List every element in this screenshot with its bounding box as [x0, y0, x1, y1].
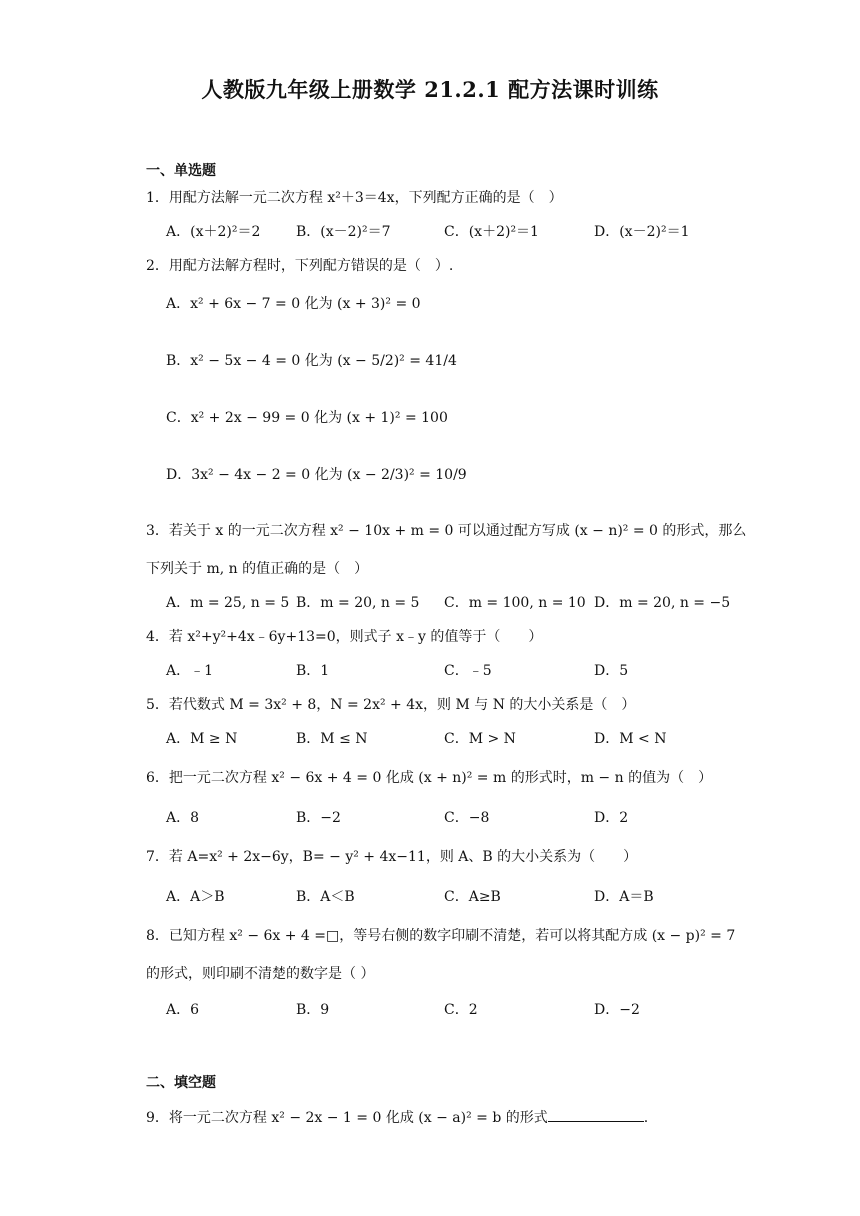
question-2-option-c: C．x² + 2x − 99 = 0 化为 (x + 1)² = 100	[166, 410, 448, 426]
question-9-line	[146, 1107, 648, 1127]
question-7-option-d: D．A＝B	[594, 889, 654, 905]
question-1-option-d: D．(x－2)²＝1	[594, 224, 690, 240]
question-2-option-a: A．x² + 6x − 7 = 0 化为 (x + 3)² = 0	[166, 296, 421, 312]
question-6-stem: 6．把一元二次方程 x² − 6x + 4 = 0 化成 (x + n)² = m 的形式时，m − n 的值为（ ）	[146, 770, 713, 786]
question-1-option-c: C．(x＋2)²＝1	[444, 224, 539, 240]
question-6-option-b: B．−2	[296, 810, 341, 826]
question-1-option-b: B．(x－2)²＝7	[296, 224, 391, 240]
question-4-stem: 4．若 x²+y²+4x﹣6y+13=0，则式子 x﹣y 的值等于（ ）	[146, 629, 543, 645]
question-7-stem: 7．若 A=x² + 2x−6y，B= − y² + 4x−11，则 A、B 的大小关系为（ ）	[146, 849, 638, 865]
question-8-option-a: A．6	[166, 1002, 200, 1018]
question-7-option-a: A．A＞B	[166, 889, 225, 905]
question-3-stem-line-2: 下列关于 m, n 的值正确的是（ ）	[146, 561, 369, 577]
question-8-option-d: D．−2	[594, 1002, 640, 1018]
question-1-option-a: A．(x＋2)²＝2	[166, 224, 261, 240]
question-3-stem-line-1: 3．若关于 x 的一元二次方程 x² − 10x + m = 0 可以通过配方写成 (x − n)² = 0 的形式，那么	[146, 523, 747, 539]
question-4-option-b: B．1	[296, 663, 330, 679]
question-4-option-a: A．﹣1	[166, 663, 214, 679]
question-7-option-b: B．A＜B	[296, 889, 355, 905]
question-3-option-b: B．m = 20, n = 5	[296, 595, 420, 611]
question-3-option-a: A．m = 25, n = 5	[166, 595, 290, 611]
question-4-option-c: C．﹣5	[444, 663, 492, 679]
question-4-option-d: D．5	[594, 663, 629, 679]
page-title: 人教版九年级上册数学 21.2.1 配方法课时训练	[201, 77, 659, 102]
question-5-option-a: A．M ≥ N	[166, 731, 238, 747]
answer-blank[interactable]	[548, 1107, 644, 1122]
section-heading-fill-in: 二、填空题	[146, 1075, 216, 1091]
question-3-option-d: D．m = 20, n = −5	[594, 595, 731, 611]
question-8-option-b: B．9	[296, 1002, 330, 1018]
question-7-option-c: C．A≥B	[444, 889, 501, 905]
section-heading-single-choice: 一、单选题	[146, 163, 216, 179]
question-2-stem: 2．用配方法解方程时，下列配方错误的是（ ）.	[146, 258, 454, 274]
question-8-stem-line-2: 的形式，则印刷不清楚的数字是（ ）	[146, 966, 375, 982]
question-2-option-d: D．3x² − 4x − 2 = 0 化为 (x − 2/3)² = 10/9	[166, 467, 467, 483]
question-9-tail: .	[643, 1110, 649, 1126]
question-2-option-b: B．x² − 5x − 4 = 0 化为 (x − 5/2)² = 41/4	[166, 353, 457, 369]
question-6-option-c: C．−8	[444, 810, 490, 826]
question-9-stem: 9．将一元二次方程 x² − 2x − 1 = 0 化成 (x − a)² = b 的形式	[146, 1110, 548, 1126]
question-8-option-c: C．2	[444, 1002, 478, 1018]
question-1-stem: 1．用配方法解一元二次方程 x²＋3＝4x，下列配方正确的是（ ）	[146, 190, 563, 206]
question-3-option-c: C．m = 100, n = 10	[444, 595, 586, 611]
question-5-option-b: B．M ≤ N	[296, 731, 368, 747]
question-5-stem: 5．若代数式 M = 3x² + 8，N = 2x² + 4x，则 M 与 N 的大小关系是（ ）	[146, 697, 636, 713]
question-5-option-c: C．M > N	[444, 731, 516, 747]
question-6-option-d: D．2	[594, 810, 629, 826]
question-6-option-a: A．8	[166, 810, 200, 826]
question-5-option-d: D．M < N	[594, 731, 667, 747]
question-8-stem-line-1: 8．已知方程 x² − 6x + 4 =□，等号右侧的数字印刷不清楚，若可以将其配方成 (x − p)² = 7	[146, 928, 736, 944]
